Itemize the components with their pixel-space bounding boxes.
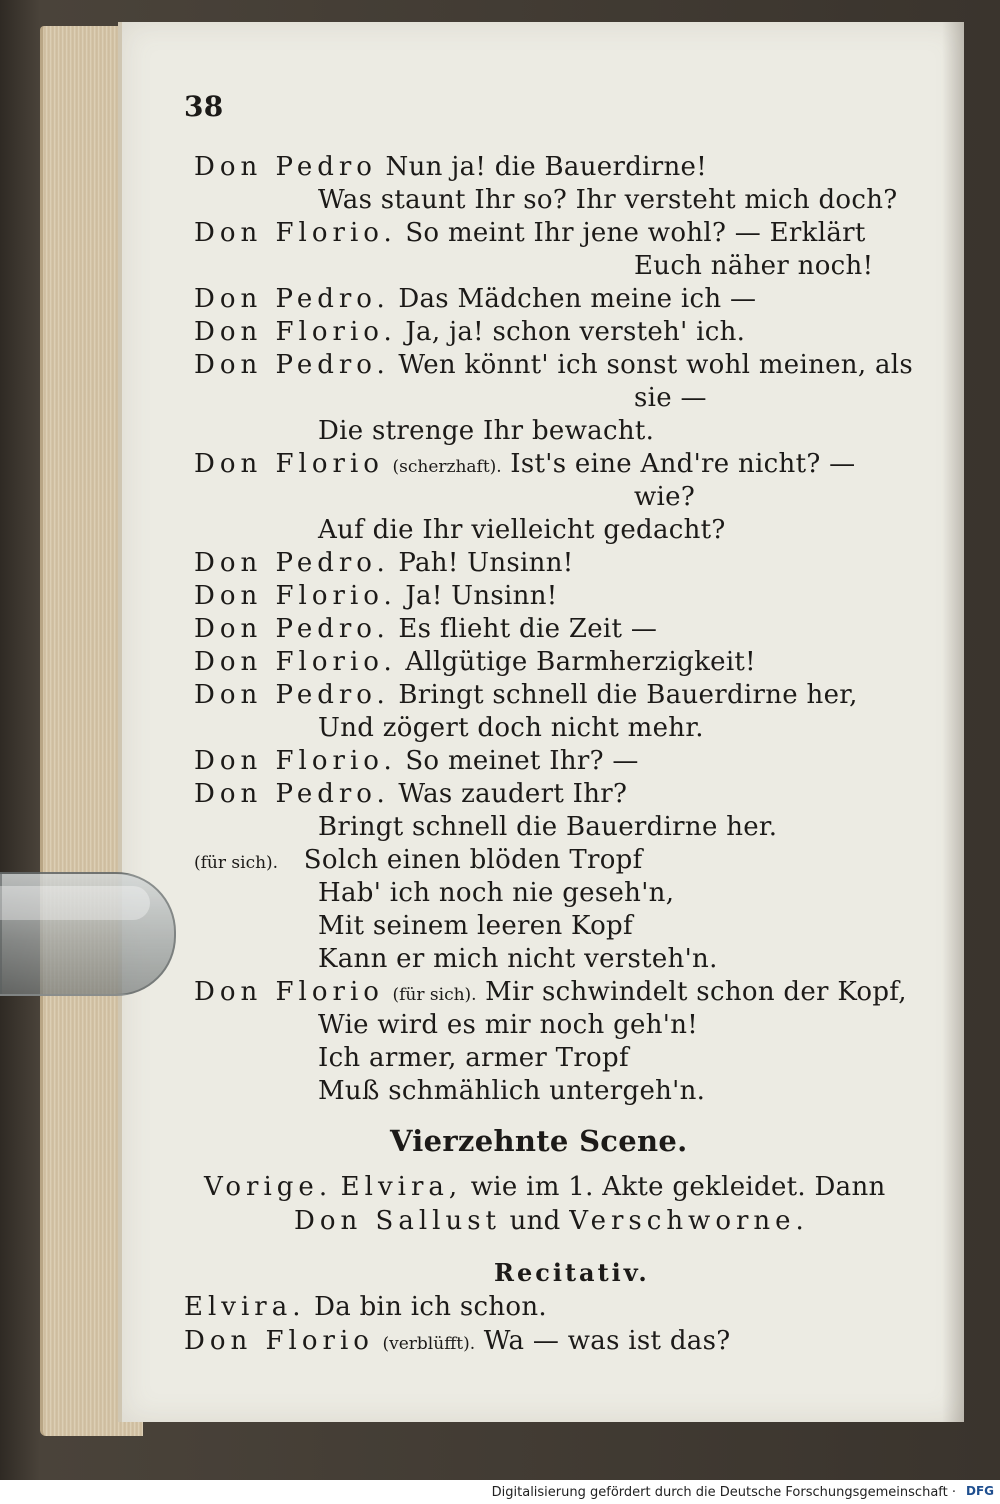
dialogue-line [194, 845, 643, 878]
speaker: Don Pedro. [194, 680, 390, 710]
dialogue-line [318, 944, 718, 974]
dialogue-line [318, 713, 704, 743]
dfg-logo: DFG [965, 1484, 994, 1498]
page-number: 38 [184, 90, 224, 123]
line-text: Hab' ich noch nie geseh'n, [318, 878, 675, 908]
speaker: Verschworne. [569, 1206, 809, 1236]
dialogue-line [194, 152, 707, 182]
dialogue-line [318, 416, 654, 446]
dialogue-line [194, 449, 855, 482]
line-text: Bringt schnell die Bauerdirne her, [398, 680, 858, 710]
speaker: Don Pedro [194, 152, 377, 182]
dialogue-line [634, 383, 707, 413]
dialogue-line [318, 185, 898, 215]
line-text: Wa — was ist das? [483, 1326, 731, 1356]
line-text: wie? [634, 482, 696, 512]
scene-direction-line [204, 1172, 886, 1202]
speaker: Don Florio. [194, 581, 397, 611]
speaker: Don Sallust [294, 1206, 501, 1236]
line-text: Es flieht die Zeit — [398, 614, 658, 644]
line-text: und [509, 1206, 561, 1236]
speaker: Don Florio. [194, 647, 397, 677]
dialogue-line [318, 911, 633, 941]
dialogue-line [194, 779, 627, 809]
line-text: Bringt schnell die Bauerdirne her. [318, 812, 778, 842]
line-text: Solch einen blöden Tropf [303, 845, 643, 875]
dialogue-line [194, 350, 913, 380]
speaker: Don Florio [194, 449, 384, 479]
speaker: Vorige. [204, 1172, 333, 1202]
speaker: Don Florio. [194, 746, 397, 776]
line-text: So meinet Ihr? — [405, 746, 639, 776]
speaker: Don Florio. [194, 218, 397, 248]
line-text: Ist's eine And're nicht? — [510, 449, 856, 479]
footer-credit: Digitalisierung gefördert durch die Deutsche Forschungsgemeinschaft · [491, 1485, 956, 1500]
line-text: Mir schwindelt schon der Kopf, [485, 977, 907, 1007]
line-text: Euch näher noch! [634, 251, 874, 281]
scene-heading: Vierzehnte Scene. [390, 1124, 688, 1158]
line-text: Mit seinem leeren Kopf [318, 911, 633, 941]
speaker: Don Pedro. [194, 284, 390, 314]
speaker: Don Florio. [194, 317, 397, 347]
speaker: Don Pedro. [194, 548, 390, 578]
dialogue-line [194, 977, 907, 1010]
line-text: Ja! Unsinn! [405, 581, 558, 611]
line-text: Allgütige Barmherzigkeit! [405, 647, 756, 677]
stage-direction: (für sich). [392, 985, 477, 1005]
stage-direction: (verblüfft). [382, 1334, 476, 1354]
stage-direction: (für sich). [194, 853, 279, 873]
dialogue-line [318, 812, 777, 842]
speaker: Don Pedro. [194, 614, 390, 644]
dialogue-line [634, 482, 695, 512]
line-text: Ja, ja! schon versteh' ich. [405, 317, 746, 347]
dialogue-line [318, 515, 726, 545]
speaker: Don Pedro. [194, 779, 390, 809]
line-text: Ich armer, armer Tropf [318, 1043, 629, 1073]
dialogue-line [194, 746, 639, 776]
dialogue-line [318, 1010, 698, 1040]
dialogue-line [634, 251, 873, 281]
line-text: Pah! Unsinn! [398, 548, 574, 578]
speaker: Elvira, [340, 1172, 463, 1202]
dialogue-line [318, 1076, 705, 1106]
dialogue-line [194, 581, 558, 611]
line-text: Was zaudert Ihr? [398, 779, 628, 809]
line-text: Nun ja! die Bauerdirne! [385, 152, 707, 182]
line-text: Auf die Ihr vielleicht gedacht? [318, 515, 726, 545]
dialogue-line [194, 218, 866, 248]
scene-direction-line [294, 1206, 809, 1236]
line-text: wie im 1. Akte gekleidet. Dann [470, 1172, 886, 1202]
dialogue-line [194, 614, 657, 644]
line-text: sie — [634, 383, 707, 413]
line-text: Wen könnt' ich sonst wohl meinen, als [398, 350, 914, 380]
speaker: Don Florio [194, 977, 384, 1007]
book-page [118, 22, 964, 1422]
line-text: Und zögert doch nicht mehr. [318, 713, 704, 743]
dialogue-line [194, 284, 756, 314]
dialogue-line [194, 548, 573, 578]
page-holder-gloss [0, 886, 150, 920]
dialogue-line [194, 680, 858, 710]
line-text: Da bin ich schon. [314, 1292, 547, 1322]
speaker: Don Florio [184, 1326, 374, 1356]
speaker: Elvira. [184, 1292, 306, 1322]
line-text: Die strenge Ihr bewacht. [318, 416, 655, 446]
line-text: Kann er mich nicht versteh'n. [318, 944, 718, 974]
stage-direction: (scherzhaft). [392, 457, 502, 477]
section-heading: Recitativ. [494, 1258, 650, 1287]
dialogue-line [318, 878, 674, 908]
line-text: Wie wird es mir noch geh'n! [318, 1010, 698, 1040]
dialogue-line [184, 1326, 730, 1359]
line-text: Muß schmählich untergeh'n. [318, 1076, 706, 1106]
dialogue-line [318, 1043, 629, 1073]
dialogue-line [184, 1292, 547, 1322]
gutter-shadow [942, 22, 964, 1422]
speaker: Don Pedro. [194, 350, 390, 380]
line-text: So meint Ihr jene wohl? — Erklärt [405, 218, 866, 248]
dialogue-line [194, 317, 745, 347]
line-text: Was staunt Ihr so? Ihr versteht mich doch? [318, 185, 898, 215]
line-text: Das Mädchen meine ich — [398, 284, 757, 314]
dialogue-line [194, 647, 756, 677]
